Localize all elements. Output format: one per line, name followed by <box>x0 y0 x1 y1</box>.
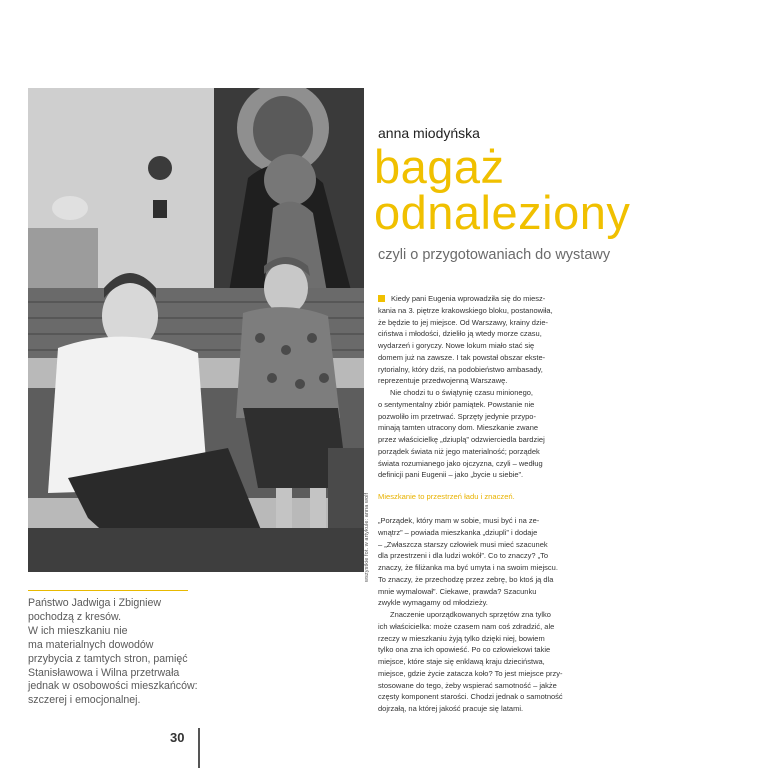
article-title <box>374 140 631 239</box>
paragraph: Kiedy pani Eugenia wprowadziła się do miesz- kania na 3. piętrze krakowskiego bloku, postanowiła, że będzie to jej miejsce. Od Warszawy, krainy dzie- ciństwa i młodości, dzieliło ją wtedy morze czasu, wydarzeń i goryczy. Nowe lokum miało stać się domem już na zawsze. I tak powstał obszar ekste- rytorialny, który dziś, na podobieństwo ambasady, reprezentuje przedwojenną Warszawę. <box>378 294 553 386</box>
caption-line: W ich mieszkaniu nie <box>28 624 128 637</box>
article-author: anna miodyńska <box>378 125 480 141</box>
caption-line: ma materialnych dowodów <box>28 638 154 651</box>
paragraph: „Porządek, który mam w sobie, musi być i na ze- wnątrz” – powiada mieszkanka „dziupli” i dodaje – „Zwłaszcza starszy człowiek musi mieć szacunek dla przestrzeni i dla ludzi wokół”. Co to znaczy? „To znaczy, że filiżanka ma być umyta i na swoim miejscu. To znaczy, że przechodzę przez zebrę, bo ktoś ją dla mnie wymalował”. Ciekawe, prawda? Szacunku zwykle wymagamy od młodzieży. <box>378 516 558 608</box>
article-body-bottom <box>378 515 563 715</box>
caption-line: jednak w osobowości mieszkańców: <box>28 680 198 693</box>
caption-line: Państwo Jadwiga i Zbigniew <box>28 597 162 609</box>
caption-line: przybycia z tamtych stron, pamięć <box>28 652 188 665</box>
article-crosshead: Mieszkanie to przestrzeń ładu i znaczeń. <box>378 492 515 501</box>
photo-credit: wszystkie fot. w artykule: anna wolf <box>364 492 370 582</box>
paragraph: Znaczenie uporządkowanych sprzętów zna tylko ich właścicielka: może czasem nam coś zdradzić, ale rzeczy w mieszkaniu żyją tylko dzięki niej, bowiem tylko ona zna ich opowieść. Po co człowiekowi takie miejsce, które staje się enklawą kraju dzieciństwa, miejsce, gdzie życie zatacza koło? To jest miejsce przy- stosowane do tego, żeby wspierać samotność – jakże częsty komponent starości. Chodzi jednak o samotność dojrzałą, na której jakość pracuje się latami. <box>378 610 563 713</box>
article-photo <box>28 88 364 572</box>
square-bullet-icon <box>378 295 385 302</box>
caption-line: Stanisławowa i Wilna przetrwała <box>28 666 180 679</box>
paragraph: Nie chodzi tu o świątynię czasu minionego, o sentymentalny zbiór pamiątek. Powstanie nie pozwoliło im przetrwać. Sprzęty jedynie przypo- minają tamten utracony dom. Mieszkanie zwane przez właścicielkę „dziuplą” odzwierciedla bardziej porządek świata niż jego materialność; porządek świata rozumianego jako ojczyzna, czyli – według definicji pani Eugenii – jako „bycie u siebie”. <box>378 388 545 480</box>
photo-caption <box>28 597 198 708</box>
caption-divider <box>28 590 188 591</box>
caption-line: szczerej i emocjonalnej. <box>28 694 141 707</box>
small-frame <box>153 200 167 218</box>
photo-illustration <box>28 88 364 572</box>
title-line: bagaż <box>374 140 505 193</box>
article-body-top <box>378 293 553 481</box>
page-number-bar <box>198 728 200 768</box>
article-subtitle: czyli o przygotowaniach do wystawy <box>378 247 611 263</box>
title-line: odnaleziony <box>374 186 631 239</box>
page-number: 30 <box>170 730 185 745</box>
caption-line: pochodzą z kresów. <box>28 610 122 623</box>
wall-plate <box>148 156 172 180</box>
